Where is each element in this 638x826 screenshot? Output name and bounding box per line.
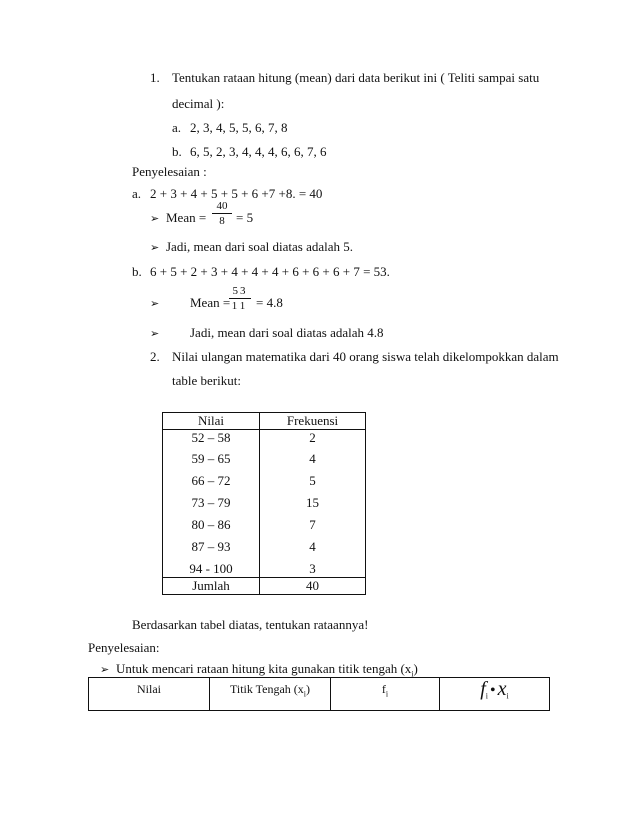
arrowhead-bullet-icon: ➢	[150, 297, 160, 310]
cell-nilai: 52 – 58	[163, 430, 260, 452]
table-row	[163, 451, 366, 473]
solution1-b-label: b.	[132, 264, 142, 279]
q1-a-label: a.	[172, 120, 182, 135]
mid-header-fx-fsub: i	[485, 691, 489, 701]
solution1-a-sum: 2 + 3 + 4 + 5 + 5 + 6 +7 +8. = 40	[150, 186, 323, 201]
table-row	[163, 539, 366, 561]
q1-text-line1: Tentukan rataan hitung (mean) dari data berikut ini ( Teliti sampai satu	[172, 70, 540, 85]
table-row	[163, 517, 366, 539]
solution1-b-conclusion: Jadi, mean dari soal diatas adalah 4.8	[190, 325, 384, 340]
mid-header-fx-x: x	[497, 678, 507, 700]
table-total-row	[163, 578, 366, 595]
solution2-bullet-end: )	[413, 661, 418, 676]
cell-nilai: 66 – 72	[163, 473, 260, 495]
total-value: 40	[260, 578, 366, 595]
midpoint-table-header	[89, 678, 550, 711]
solution2-bullet-sub: i	[411, 669, 414, 679]
cell-nilai: 80 – 86	[163, 517, 260, 539]
midpoint-table	[88, 677, 550, 711]
table-row	[163, 495, 366, 517]
table-row	[163, 430, 366, 452]
solution1-b-fraction	[229, 285, 251, 312]
solution1-b-denominator: 11	[231, 300, 249, 312]
mid-header-f: f	[381, 682, 386, 696]
q1-b-data: 6, 5, 2, 3, 4, 4, 4, 6, 6, 7, 6	[190, 144, 327, 159]
solution2-bullet-text	[116, 661, 418, 679]
instruction-text: Berdasarkan tabel diatas, tentukan rataannya!	[132, 617, 369, 632]
solution1-a-conclusion: Jadi, mean dari soal diatas adalah 5.	[166, 239, 353, 254]
cell-frekuensi: 5	[309, 473, 316, 488]
cell-nilai: 59 – 65	[163, 451, 260, 473]
frequency-table	[162, 412, 366, 595]
q2-number: 2.	[150, 349, 160, 364]
mid-header-titik-tengah-end: )	[306, 682, 311, 696]
header-nilai: Nilai	[163, 413, 260, 430]
arrowhead-bullet-icon: ➢	[150, 241, 160, 254]
cell-frekuensi: 2	[309, 430, 316, 445]
cell-frekuensi: 4	[309, 539, 316, 554]
cell-nilai: 73 – 79	[163, 495, 260, 517]
solution1-a-label: a.	[132, 186, 142, 201]
frequency-table-header	[163, 413, 366, 430]
table-row	[163, 473, 366, 495]
q1-text-line2: decimal ):	[172, 96, 225, 111]
arrowhead-bullet-icon: ➢	[100, 663, 110, 676]
mid-header-fx-dot: •	[490, 682, 496, 699]
mid-header-f-sub: i	[385, 689, 389, 699]
q1-number: 1.	[150, 70, 160, 85]
q2-text-line2: table berikut:	[172, 373, 241, 388]
solution1-a-fraction	[212, 200, 232, 227]
solution2-bullet-main: Untuk mencari rataan hitung kita gunakan titik tengah (x	[116, 661, 412, 676]
mid-header-titik-tengah-main: Titik Tengah (x	[229, 682, 304, 696]
solution1-a-mean-label: Mean =	[166, 210, 207, 225]
solution1-a-result: = 5	[236, 210, 254, 225]
q1-a-data: 2, 3, 4, 5, 5, 6, 7, 8	[190, 120, 288, 135]
mid-header-nilai: Nilai	[89, 678, 210, 711]
header-frekuensi: Frekuensi	[260, 413, 366, 430]
mid-header-titik-tengah-sub: i	[303, 689, 307, 699]
solution1-a-denominator: 8	[219, 215, 225, 227]
cell-frekuensi: 3	[309, 561, 316, 576]
arrowhead-bullet-icon: ➢	[150, 327, 160, 340]
arrowhead-bullet-icon: ➢	[150, 212, 160, 225]
mid-header-fixi	[440, 678, 550, 711]
solution1-b-sum: 6 + 5 + 2 + 3 + 4 + 4 + 4 + 6 + 6 + 6 + 7 = 53.	[150, 264, 390, 279]
solution1-heading: Penyelesaian :	[132, 164, 207, 179]
cell-nilai: 94 - 100	[163, 561, 260, 578]
mid-header-titik-tengah	[210, 678, 331, 711]
solution1-b-result: = 4.8	[256, 295, 283, 310]
cell-frekuensi: 7	[309, 517, 316, 532]
cell-nilai: 87 – 93	[163, 539, 260, 561]
table-row	[163, 561, 366, 578]
solution1-a-numerator: 40	[212, 200, 232, 214]
mid-header-fx-f: f	[480, 678, 486, 700]
solution1-b-mean-label: Mean =	[190, 295, 231, 310]
cell-frekuensi: 4	[309, 451, 316, 466]
mid-header-fx-xsub: i	[506, 691, 509, 701]
solution1-b-numerator: 53	[229, 285, 251, 299]
cell-frekuensi: 15	[306, 495, 319, 510]
q1-b-label: b.	[172, 144, 182, 159]
solution2-heading: Penyelesaian:	[88, 640, 160, 655]
total-label: Jumlah	[163, 578, 260, 595]
q2-text-line1: Nilai ulangan matematika dari 40 orang siswa telah dikelompokkan dalam	[172, 349, 559, 364]
mid-header-fi	[331, 678, 440, 711]
